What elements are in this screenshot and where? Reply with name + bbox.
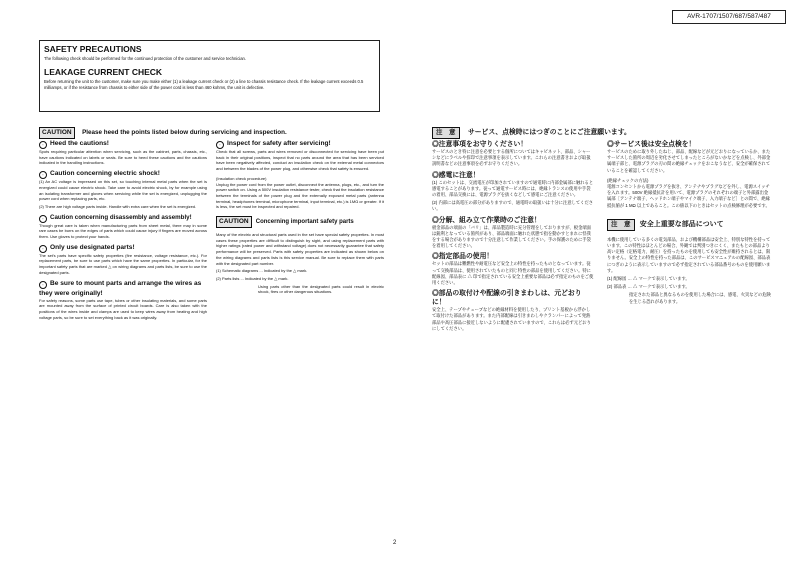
paragraph: (1) このセットは、交流電圧が印加されていますので通電時に内部金属部に触れると感電することがあります。従って通電サービス時には、絶縁トランスの使用や手袋の着用、部品交換には、電源プラグを抜くなどして感電にご注意ください。 <box>432 179 594 198</box>
circle-marker-icon: · <box>216 141 224 149</box>
circle-marker-icon: · <box>39 245 47 253</box>
circle-marker-icon: · <box>39 141 47 149</box>
paragraph: (1) An AC voltage is impressed on this set, so touching internal metal parts when the set is energized could cause electric shock. Take care to avoid electric shock, by for example using an isolating transformer and gloves when servicing while the set is energized, unplugging the power cord when replacing parts, etc. <box>39 179 207 202</box>
safety-title: SAFETY PRECAUTIONS <box>44 44 142 54</box>
section-heed-cautions: · Heed the cautions! <box>39 139 207 149</box>
circle-marker-icon: · <box>39 215 47 223</box>
jp-insulation-title: (絶縁チェックの方法) <box>607 177 649 183</box>
left-column <box>39 136 207 322</box>
jp-section-5: ◎部品の取付けや配線の引きまわしは、元どおりに！ <box>432 290 582 307</box>
caution-safety-parts-header <box>216 216 384 228</box>
jp-section-3: ◎分解、組み立て作業時のご注意！ <box>432 216 541 224</box>
paragraph: (2) There are high voltage parts inside. Handle with extra care when the set is energized. <box>39 203 197 209</box>
jp-safety-parts-header <box>607 219 772 231</box>
jp-safety-parts-heading: 安全上重要な部品について <box>639 220 724 228</box>
circle-marker-icon: · <box>39 281 47 289</box>
safety-text: The following check should be performed for the continued protection of the customer and service technician. <box>44 56 247 61</box>
section-inspect-safety: · Inspect for safety after servicing! <box>216 139 384 149</box>
paragraph: 電源コンセントから電源プラグを抜き、アンテナやプラグなどを外し、電源スイッチを入れます。500V 絶縁抵抗計を用いて、電源プラグのそれぞれの端子と外部露出金属部［アンテナ端子、ヘッドホン端子やマイク端子、入力端子など］との間で、絶縁抵抗値が 1 MΩ 以上であること。この値以下のときはセットの点検修理が必要です。 <box>607 184 770 208</box>
jp-section-4: ◎指定部品の使用！ <box>432 253 494 261</box>
jp-caution-badge: 注 意 <box>432 127 460 139</box>
jp-column-1 <box>432 137 594 334</box>
jp-section-6: ◎サービス後は安全点検を！ <box>607 141 696 148</box>
paragraph: The set's parts have specific safety properties (fire resistance, voltage resistance, etc.). For replacement parts, be sure to use parts which have the same properties. In particular, for the important safety parts that are marked △ on wiring diagrams and parts lists, be sure to use the designated parts. <box>39 252 207 275</box>
paragraph: Check that all screws, parts and wires removed or disconnected for servicing have been put back in their original positions, inspect that no parts around the area that has been serviced have been negatively affected, conduct an insulation check on the external metal connectors and between the blades of the power plug, and otherwise check that safety is ensured. <box>216 149 384 172</box>
caution-safety-parts-heading: Concerning important safety parts <box>255 219 354 226</box>
page-number: 2 <box>393 540 397 546</box>
paragraph: サービスのとき特に注意を必要とする個所についてはキャビネット、部品、シャーシなどにラベルや捺印で注意事項を表示しています。これらの注意書きおよび取扱説明書などの注意事項を必ずお守りください。 <box>432 149 591 167</box>
paragraph: Many of the electric and structural parts used in the set have special safety properties. In most cases these properties are difficult to distinguish by sight, and using replacement parts with higher ratings (rated power and withstand voltage) does not necessarily guarantee that safety performance will be preserved. Parts with safety properties are indicated as shown below on the wiring diagrams and parts lists is this service manual. Be sure to replace them with parts with the designated part number. <box>216 232 384 266</box>
caution-heading: Please heed the points listed below during servicing and inspection. <box>82 129 287 136</box>
list-item-note: 指定された部品と異なるものを使用した場合には、感電、火災などの危険を生じる恐れがあります。 <box>629 292 771 304</box>
section-designated-parts: · Only use designated parts! <box>39 243 207 253</box>
section-disassembly: · Caution concerning disassembly and assembly! <box>39 213 207 223</box>
list-item: (1) Schematic diagrams ... Indicated by the △ mark. <box>216 268 308 274</box>
paragraph: Unplug the power cord from the power outlet, disconnect the antenna, plugs, etc., and turn the power switch on. Using a 500V insulation resistance tester, check that the insulation resistance between the terminals of the power plug and the externally exposed metal parts (antenna terminal, headphones terminal, microphone terminal, input terminal, etc.) is 1MΩ or greater. If it is less, the set must be inspected and repaired. <box>216 181 384 210</box>
jp-caution-badge: 注 意 <box>607 219 635 231</box>
leakage-title: LEAKAGE CURRENT CHECK <box>44 67 163 77</box>
section-electric-shock: · Caution concerning electric shock! <box>39 169 207 179</box>
jp-caution-heading: サービス、点検時にはつぎのことにご注意願います。 <box>467 129 631 136</box>
list-item-note: Using parts other than the designated parts could result in electric shock, fires or other dangerous situations. <box>258 283 384 295</box>
paragraph: 本機に使用している多くの電気部品、および機構部品は安全上、特別な特性を持っています。この特性はほとんどの場合、外観では判別つきにくく、またもとの部品より高い定格（定格電力、耐圧）を持ったものを使用しても安全性が維持されるとは、限りません。安全上の特性を持った部品は、このサービスマニュアルの配線図、部品表につぎのように表示していますので必ず指定されている部品番号のものを使用願います。 <box>607 236 771 273</box>
paragraph: セットの部品は難燃性や耐電圧など安全上の特性を持ったものとなっています。従って交換部品は、使用されていたものと同じ特性の部品を使用してください。特に配線図、部品表に △ 印で指定されている安全上重要な部品は必ず指定のものをご使用ください。 <box>432 261 594 286</box>
paragraph: For safety reasons, some parts use tape, tubes or other insulating materials, and some parts are mounted away from the surface of printed circuit boards. Care is also taken with the positions of the wires inside and clamps are used to keep wires away from heating and high voltage parts, so be sure to set everything back as it was originally. <box>39 297 207 320</box>
paragraph: Though great care is taken when manufacturing parts from sheet metal, there may in some rare cases be burrs on the edges of parts which could cause injury if fingers are moved across them. Use gloves to protect your hands. <box>39 222 207 240</box>
circle-marker-icon: · <box>39 171 47 179</box>
section-mount-parts: · Be sure to mount parts and arrange the wires as they were originally! <box>39 279 202 297</box>
model-number: AVR-1707/1507/687/587/487 <box>672 10 786 24</box>
list-item: (1) 配線図 … △ マークで表示しています。 <box>607 276 690 282</box>
paragraph: サービスのために取り外したねじ、部品、配線などが元どおりになっているか、またサービスした箇所の周辺を劣化させてしまったところがないかなどを点検し、外部金属端子部と、電源プラグの刃の間の絶縁チェックをおこなうなど、安全が確保されていることを確認してください。 <box>607 149 771 173</box>
paragraph: (2) 内部には高電圧の部分がありますので、通電時の取扱いは十分に注意してください。 <box>432 200 594 212</box>
caution-badge: CAUTION <box>216 216 252 228</box>
list-item: (2) Parts lists ... Indicated by the △ mark. <box>216 275 289 281</box>
jp-section-1: ◎注意事項をお守りください！ <box>432 141 528 148</box>
jp-column-2 <box>607 137 772 307</box>
paragraph: 安全上、テープやチューブなどの絶縁材料を使用したり、プリント基板から浮かして取付けた部品があります。また内部配線は引きまわしやクランパーによって発熱部品や高圧部品に接近しないように配慮されていますので、これらは必ず元どおりにしてください。 <box>432 307 591 331</box>
paragraph: Spots requiring particular attention when servicing, such as the cabinet, parts, chassis, etc., have cautions indicated on labels or seals. Be sure to heed these cautions and the cautions indicated in the handling instructions. <box>39 149 207 166</box>
insulation-title: (Insulation check procedure) <box>216 175 267 181</box>
jp-section-2: ◎感電に注意！ <box>432 171 480 179</box>
leakage-text: Before returning the unit to the customer, make sure you make either (1) a leakage current check or (2) a line to chassis resistance check. If the leakage current exceeds 0.5 milliamps, or if the resistance from chassis to either side of the power cord is less than 460 kohms, the unit is defective. <box>44 79 364 91</box>
middle-column <box>216 136 384 297</box>
list-item: (2) 部品表 … △ マークで表示しています。 <box>607 284 690 290</box>
safety-precautions-box <box>39 40 380 112</box>
caution-badge: CAUTION <box>39 127 75 139</box>
paragraph: 板金部品の端面の「バリ」は、部品製造時に充分管理をしておりますが、板金端面は鋭利となっている箇所があり、部品端面に触れた状態で指を動かすとまれに怪我をする場合がありますので十分注意して作業してください。手の保護のために手袋を着用してください。 <box>432 224 591 249</box>
